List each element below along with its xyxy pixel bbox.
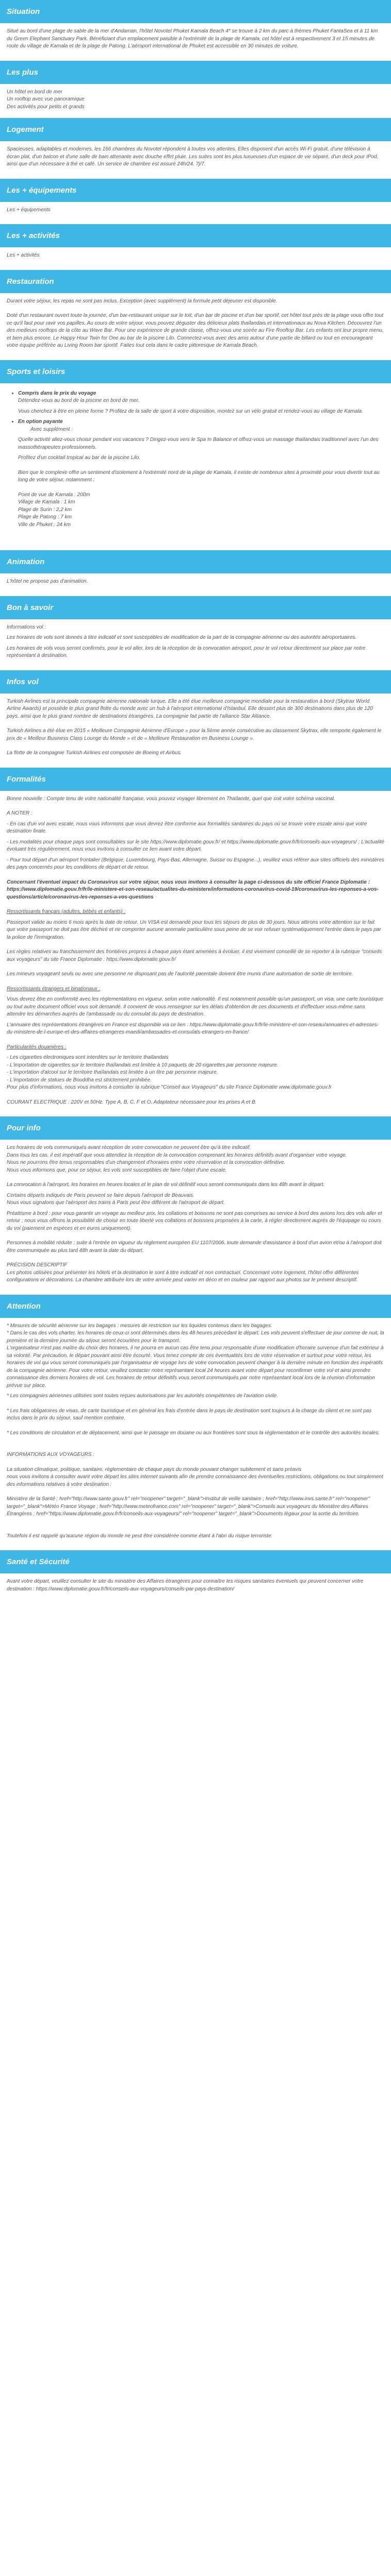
paragraph: La flotte de la compagnie Turkish Airlines est composée de Boeing et Airbus. [7, 750, 182, 756]
section-body-bonasavoir [0, 619, 391, 670]
list-item-head: Compris dans le prix du voyage [18, 390, 96, 396]
section-body-logement [0, 141, 391, 179]
paragraph: Particularités douanières : [7, 1044, 67, 1050]
paragraph: - En cas d'un vol avec escale, nous vous informons que vous devrez être conforme aux formalités sanitaires du pays où se trouve votre escale ainsi que votre destination finale. [7, 821, 367, 834]
paragraph: nous vous invitons à consulter avant votre départ les sites internet suivants afin de prendre connaissance des éventuelles restrictions, obligations ou tout simplement des informations relatives à votre destination : [7, 1474, 383, 1487]
paragraph: L'organisateur n'est pas maître du choix des horaires, il ne pourra en aucun cas être tenu pour responsable d'une modification d'horaire survenue d'un fait extérieur à sa volonté. Par précaution, le départ pouvant ainsi être écourté. Vous tenez compte de ces éventualités lors de votre réservation et surtout pour votre retour, les horaires de vol qui vous seront communiqués par l'organisateur de voyage lors de votre convocation peuvent changer à la dernière minute en fonction des impératifs de la compagnie aérienne. Pour votre retour, veuillez contacter notre représentant local 24 heures avant votre départ pour reconfirmer votre vol et ainsi prendre connaissance des derniers horaires de vol. Les horaires de retour définitifs vous seront communiqués par notre représentant local lors de la réunion d'information prévue sur place. [7, 1345, 384, 1388]
paragraph: Concernant l'éventuel impact du Coronavirus sur votre séjour, nous vous invitons à consulter la page ci-dessous du site officiel France Diplomatie : https://www.diplomatie.gouv.fr/fr/le-ministere-et-son-reseau/actualites-du-ministere/informations-coronavirus-covid-19/coronavirus-les-reponses-a-vos-questions/article/coronavirus-les-reponses-a-vos-questions [7, 879, 379, 900]
paragraph: Bonne nouvelle : Compte tenu de votre nationalité française, vous pouvez voyager librement en Thaïlande, quel que soit votre schéma vaccinal. [7, 795, 336, 802]
paragraph: COURANT ELECTRIQUE : 220V et 50Hz. Type A, B, C, F et O. Adaptateur nécessaire pour les prises A et B. [7, 1099, 257, 1105]
section-body-sports [0, 383, 391, 551]
paragraph: Vous devrez être en conformité avec les réglementations en vigueur, selon votre nationalité. Il est notamment possible qu'un passeport, un visa, une carte touristique ou tout autre document officiel vous soit demandé. Il convient de vous renseigner sur les délais d'obtention de ces documents et d'effectuer vous-même sans attendre les démarches auprès de l'ambassade ou du consulat du pays de destination. [7, 996, 383, 1017]
paragraph: Les + équipements [7, 207, 51, 213]
paragraph: PRÉCISION DESCRIPTIF [7, 1262, 68, 1268]
paragraph: Plage de Surin : 2,2 km [18, 506, 72, 513]
paragraph: - L'importation d'alcool sur le territoire thaïlandais est limitée à un litre par personne majeure. [7, 1070, 218, 1075]
sports-list [7, 390, 384, 529]
paragraph: - Les cigarettes électroniques sont interdites sur le territoire thaïlandais [7, 1055, 169, 1060]
paragraph: Avec supplément : [30, 426, 73, 432]
paragraph: A NOTER : [7, 810, 32, 816]
list-item-head: En option payante [18, 419, 63, 425]
paragraph: Dans tous les cas, il est impératif que vous attendiez la réception de la convocation comprenant les horaires définitifs avant d'organiser votre voyage. [7, 1152, 347, 1158]
paragraph: Spacieuses, adaptables et modernes, les 166 chambres du Novotel répondent à toutes vos attentes. Elles disposent d'un accès Wi-Fi gratuit, d'une télévision à écran plat, d'un balcon et d'une salle de bain attenante avec douche effet pluie. Les suites sont les plus luxueuses d'un espace de vie séparé, d'un deck pour IPod, ainsi que d'un nécessaire à thé et café. Un service de chambre est assuré 24h/24, 7j/7. [7, 146, 379, 167]
paragraph: Informations vol : [7, 624, 46, 630]
paragraph: Toutefois il est rappelé qu'aucune région du monde ne peut être considérée comme étant à l'abri du risque terroriste. [7, 1533, 273, 1539]
paragraph: - L'importation de cigarettes sur le territoire thaïlandais est limitée à 10 paquets de 20 cigarettes par personne majeure. [7, 1062, 279, 1068]
paragraph: Personnes à mobilité réduite : suite à l'entrée en vigueur du règlement européen EU 1107/2006, toute demande d'assistance à bord d'un avion et/ou à l'aéroport doit être communiquée au plus tard 48h avant la date du départ. [7, 1240, 382, 1253]
section-body-attention [0, 1318, 391, 1551]
paragraph: Vous cherchez à être en pleine forme ? Profitez de la salle de sport à votre disposition, montez sur un vélo gratuit et rendez-vous au village de Kamala. [18, 408, 363, 414]
paragraph: Bien que le complexe offre un sentiment d'isolement à l'extrémité nord de la plage de Kamala, il existe de nombreux sites à proximité pour vous divertir tout au long de votre séjour, notamment : [18, 469, 380, 483]
section-header-plus: Les plus [0, 61, 391, 84]
list-item [18, 418, 384, 529]
section-header-animation: Animation [0, 550, 391, 573]
paragraph: Plage de Patong : 7 km [18, 514, 72, 520]
paragraph: Certains départs indiqués de Paris peuvent se faire depuis l'aéroport de Beauvais. [7, 1192, 194, 1198]
paragraph: Les mineurs voyageant seuls ou avec une personne ne disposant pas de l'autorité parentale doivent être munis d'une autorisation de sortie de territoire. [7, 971, 353, 977]
section-body-restauration [0, 293, 391, 360]
paragraph: Pour plus d'informations, nous vous invitons à consulter la rubrique "Conseil aux Voyageurs" du site France Diplomatie www.diplomatie.gouv.fr [7, 1084, 332, 1090]
paragraph: Profitez d'un cocktail tropical au bar de la piscine Lilo. [18, 455, 141, 461]
paragraph: L'annuaire des représentations étrangères en France est disponible via ce lien : https://www.diplomatie.gouv.fr/fr/le-ministere-et-son-reseau/annuaires-et-adresses-du-ministere-de-l-europe-et-des-affaires-etrangeres-maedi/ambassades-et-consulats-etrangers-en-france/ [7, 1022, 379, 1035]
paragraph: Un hôtel en bord de mer [7, 89, 62, 95]
paragraph: La convocation à l'aéroport, les horaires en heures locales et le plan de vol définitif vous seront communiqués dans les 48h avant le départ. [7, 1182, 325, 1188]
paragraph: Durant votre séjour, les repas ne sont pas inclus. Exception (avec supplément) la formule petit déjeuner est disponible. [7, 298, 278, 304]
section-header-sante: Santé et Sécurité [0, 1550, 391, 1573]
section-body-pourinfo [0, 1140, 391, 1295]
paragraph: Les + activités [7, 252, 40, 258]
paragraph: Turkish Airlines est la principale compagnie aérienne nationale turque. Elle a été élue meilleure compagnie mondiale pour la restauration à bord (Skytrax World Airline Awards) et possède le plus grand flotte du monde avec un hub à l'aéroport international d'Istanbul. Elle dessert plus de 300 destinations dans plus de 120 pays, ainsi que le plus grand nombre de destinations étrangères. La compagnie fait partie de l'alliance Star Alliance. [7, 698, 373, 719]
paragraph: * Dans le cas des vols charter, les horaires de ceux-ci sont déterminés dans les 48 heures précédant le départ. Les vols peuvent s'effectuer de jour comme de nuit, la première et la dernière journée du séjour seront écourtées pour le transport. [7, 1330, 384, 1344]
section-header-situation: Situation [0, 0, 391, 23]
section-header-bonasavoir: Bon à savoir [0, 596, 391, 619]
list-item [18, 390, 384, 416]
section-header-infosvol: Infos vol [0, 670, 391, 693]
paragraph: Les règles relatives au franchissement des frontières propres à chaque pays étant amenées à évoluer, il est vivement conseillé de se reporter à la rubrique "conseils aux voyageurs" du site France Diplomatie : https://www.diplomatie.gouv.fr/ [7, 949, 382, 962]
section-header-attention: Attention [0, 1295, 391, 1318]
paragraph: Doté d'un restaurant ouvert toute la journée, d'un bar-restaurant unique sur le toit, d'un bar de piscine et d'un bar sportif, cet hôtel tout près de la plage vous offre tout ce qu'il faut pour ravir vos papilles. Au cours de votre séjour, vous pouvez déguster des délicieux plats thaïlandais et internationaux au Nova Kitchen. Découvrez l'un des meilleurs rooftops de la côte au Wave Bar. Pour une expérience de grande classe, offrez-vous une soirée au Fire Rooftop Bar. Les enfants ont leur propre menu, et bien plus encore. Le Happy Hour Twin for One au bar de la piscine Lilo. Connectez-vous avec des amis autour d'une partie de billard ou tout en encourageant votre équipe préférée au Living Room bar sportif. Faites tout cela dans le cadre pittoresque de Kamala Beach. [7, 313, 384, 348]
paragraph: Les horaires de vols vous seront confirmés, pour le vol aller, lors de la réception de la convocation aéroport, pour le vol retour directement sur place par notre représentant à destination. [7, 645, 366, 658]
paragraph: Quelle activité allez-vous choisir pendant vos vacances ? Dirigez-vous vers le Spa In Balance et offrez-vous un massage thaïlandais traditionnel avec l'un des massothérapeutes professionnels. [18, 437, 379, 450]
paragraph: * Les frais obligatoires de visas, de carte touristique et en général les frais d'entrée dans le pays de destination sont toujours à la charge du client et ne sont pas inclus dans le prix du séjour, sauf mention contraire. [7, 1408, 372, 1421]
section-body-plus [0, 84, 391, 118]
paragraph: Nous vous signalons que l'aéroport des trains à Paris peut être différent de l'aéroport de départ. [7, 1200, 225, 1206]
paragraph: Situé au bord d'une plage de sable de la mer d'Andaman, l'hôtel Novotel Phuket Kamala Beach 4* se trouve à 2 km du parc à thèmes Phuket FantaSea et à 11 km du Green Elephant Sanctuary Park. Bénéficiant d'un emplacement paisible à l'extrémité de la plage de Kamala, cet hôtel est à respectivement 3 et 15 minutes de route du village de Kamala et de la plage de Patong. L'aéroport international de Phuket est accessible en 30 minutes de voiture. [7, 28, 378, 49]
section-body-formalites [0, 791, 391, 1117]
paragraph: - L'importation de statues de Bouddha est strictement prohibée. [7, 1077, 152, 1083]
section-body-animation [0, 573, 391, 596]
section-body-infosvol [0, 693, 391, 768]
paragraph: * Les compagnies aériennes utilisées sont toutes reçues autorisations par les autorités compétentes de l'aviation civile. [7, 1393, 279, 1399]
paragraph: L'hôtel ne propose pas d'animation. [7, 579, 88, 584]
section-header-pourinfo: Pour info [0, 1116, 391, 1140]
paragraph: Village de Kamala : 1 km [18, 499, 75, 505]
paragraph: * Mesures de sécurité aérienne sur les bagages : mesures de restriction sur les liquides contenus dans les bagages. [7, 1323, 272, 1329]
paragraph: Avant votre départ, veuillez consulter le site du ministère des Affaires étrangères pour connaître les risques sanitaires éventuels qui peuvent concerner votre destination : https://www.diplomatie.gouv.fr/fr/conseils-aux-voyageurs/conseils-par-pays-destination/ [7, 1579, 364, 1592]
paragraph: Point de vue de Kamala : 200m [18, 492, 90, 498]
section-body-sante [0, 1573, 391, 1603]
paragraph: * Les conditions de circulation et de déplacement, ainsi que le passage en douane ou aux frontières sont sous la réglementation et le contrôle des autorités locales. [7, 1430, 380, 1436]
paragraph: Des activités pour petits et grands [7, 104, 85, 110]
paragraph: Nous vous informons que, pour ce séjour, les vols sont susceptibles de faire l'objet d'une escale. [7, 1167, 227, 1173]
paragraph: - Les modalités pour chaque pays sont consultables sur le site https://www.diplomatie.gouv.fr/ et https://www.diplomatie.gouv.fr/fr/conseils-aux-voyageurs/ ; L'actualité évoluant très régulièrement, nous vous invitons à consulter ce lien avant votre départ. [7, 839, 384, 852]
paragraph: Ville de Phuket : 24 km [18, 521, 71, 528]
section-body-situation [0, 23, 391, 61]
paragraph: Passeport valide au moins 6 mois après la date de retour. Un VISA est demandé pour tous les séjours de plus de 30 jours. Nous attirons votre attention sur le fait que votre passeport ne doit pas être déchiré et ne comporter aucune anomalie particulière sous peine de se voir refuser systématiquement l'entrée dans le pays par la police de l'immigration. [7, 919, 381, 940]
section-header-sports: Sports et loisirs [0, 360, 391, 383]
paragraph: - Pour tout départ d'un aéroport frontalier (Belgique, Luxembourg, Pays-Bas, Allemagne, Suisse ou Espagne...), veuillez vous référer aux sites officiels des ministères des pays concernés pour les conditions de départ et de retour. [7, 857, 384, 870]
paragraph: Ressortissants étrangers et binationaux : [7, 986, 101, 992]
paragraph: INFORMATIONS AUX VOYAGEURS : [7, 1452, 95, 1458]
paragraph: La situation climatique, politique, sanitaire, réglementaire de chaque pays du monde pouvant changer subitement et sans préavis [7, 1466, 302, 1472]
paragraph: Détendez-vous au bord de la piscine en bord de mer. [18, 398, 140, 403]
section-header-equipements: Les + équipements [0, 179, 391, 202]
paragraph: Ressortissants français (adultes, bébés et enfants) : [7, 909, 126, 914]
paragraph: Les horaires de vols communiqués avant réception de votre convocation ne peuvent être qu'à titre indicatif. [7, 1145, 251, 1150]
section-body-activites [0, 247, 391, 270]
section-header-restauration: Restauration [0, 270, 391, 293]
section-header-activites: Les + activités [0, 224, 391, 247]
paragraph: Nous ne pourrons être tenus responsables d'un changement d'horaires entre votre réservation et la convocation définitive. [7, 1160, 286, 1165]
paragraph: Préattisme à bord : pour vous garantir un voyage au meilleur prix, les collations et boissons ne sont pas comprises au service à bord des avions lors des vols aller et retour ; nous vous offrons la possibilité de choisir en toute liberté vos collations et boissons proposées à la carte, à régler directement auprès de l'équipage ou cours du vol (paiement en espèces et en euros uniquement). [7, 1210, 382, 1231]
paragraph: Les photos utilisées pour présenter les hôtels et la destination le sont à titre indicatif et non contractuel. Concernant votre logement, l'hôtel offre différentes configurations et décorations. La chambre attribuée lors de votre arrivée peut varier en déco et en couleur par rapport aux photos sur le présent descriptif. [7, 1269, 359, 1283]
section-header-logement: Logement [0, 118, 391, 141]
paragraph: Ministère de la Santé ; href="http://www.sante.gouv.fr" rel="noopener" target="_blank">Institut de veille sanitaire ; href="http://www.invs.sante.fr" rel="noopener" target="_blank">Météo France Voyage ; href="http://www.meteofrance.com" rel="noopener" target="_blank">Conseils aux voyageurs du Ministère des Affaires Étrangères ; href="https://www.diplomatie.gouv.fr/fr/conseils-aux-voyageurs/" rel="noopener" target="_blank">Documents légaux pour la sortie du territoire. [7, 1496, 370, 1517]
section-header-formalites: Formalités [0, 768, 391, 791]
paragraph: Un rooftop avec vue panoramique [7, 96, 85, 102]
paragraph: Les horaires de vols sont donnés à titre indicatif et sont susceptibles de modification de la part de la compagnie aérienne ou des autorités aéroportuaires. [7, 635, 357, 640]
paragraph: Turkish Airlines a été élue en 2015 « Meilleure Compagnie Aérienne d'Europe » pour la 5ème année consécutive au classement Skytrax, elle remporte également le prix de « Meilleur Business Class Lounge du Monde » et de « Meilleure Restauration en Business Lounge ». [7, 728, 382, 741]
section-body-equipements [0, 202, 391, 225]
